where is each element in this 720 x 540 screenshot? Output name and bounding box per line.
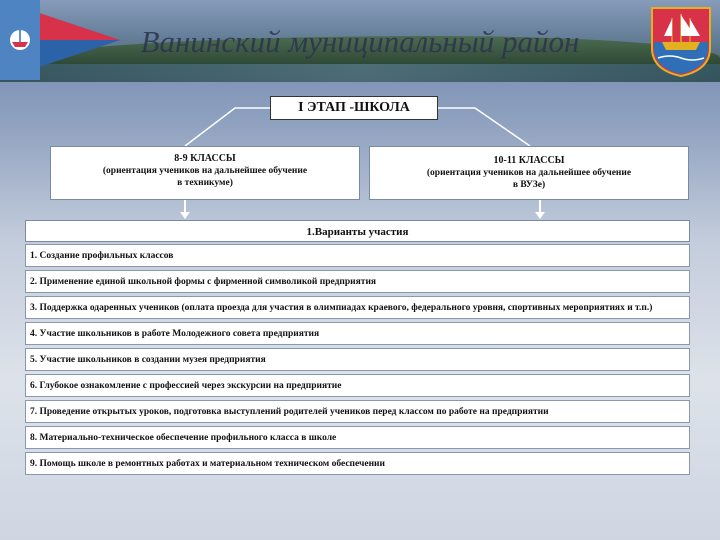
group-10-11-box bbox=[369, 146, 689, 200]
variants-list bbox=[25, 242, 690, 475]
group-10-11-title: 10-11 КЛАССЫ bbox=[493, 155, 565, 166]
list-item: 1. Создание профильных классов bbox=[25, 244, 690, 267]
list-item: 2. Применение единой школьной формы с фирменной символикой предприятия bbox=[25, 270, 690, 293]
group-8-9-box bbox=[50, 146, 360, 200]
list-item: 9. Помощь школе в ремонтных работах и материальном техническом обеспечении bbox=[25, 452, 690, 475]
group-8-9-subtitle-1: (ориентация учеников на дальнейшее обучение bbox=[102, 166, 308, 176]
group-10-11-subtitle-1: (ориентация учеников на дальнейшее обучение bbox=[426, 168, 632, 178]
banner-title: Ванинский муниципальный район bbox=[140, 24, 580, 59]
district-flag-icon bbox=[0, 0, 120, 80]
header-banner bbox=[0, 0, 720, 82]
list-item: 6. Глубокое ознакомление с профессией через экскурсии на предприятие bbox=[25, 374, 690, 397]
list-item: 7. Проведение открытых уроков, подготовка выступлений родителей учеников перед классом по работе на предприятии bbox=[25, 400, 690, 423]
list-item: 5. Участие школьников в создании музея предприятия bbox=[25, 348, 690, 371]
variants-title: 1.Варианты участия bbox=[25, 220, 690, 242]
list-item: 4. Участие школьников в работе Молодежного совета предприятия bbox=[25, 322, 690, 345]
list-item: 3. Поддержка одаренных учеников (оплата проезда для участия в олимпиадах краевого, федерального уровня, спортивных мероприятиях и т.п.) bbox=[25, 296, 690, 319]
group-10-11-subtitle-2: в ВУЗе) bbox=[512, 180, 546, 190]
group-8-9-subtitle-2: в техникуме) bbox=[177, 178, 233, 188]
group-8-9-title: 8-9 КЛАССЫ bbox=[174, 153, 236, 164]
stage-box: I ЭТАП -ШКОЛА bbox=[270, 96, 438, 120]
list-item: 8. Материально-техническое обеспечение профильного класса в школе bbox=[25, 426, 690, 449]
district-emblem-icon bbox=[650, 6, 712, 78]
